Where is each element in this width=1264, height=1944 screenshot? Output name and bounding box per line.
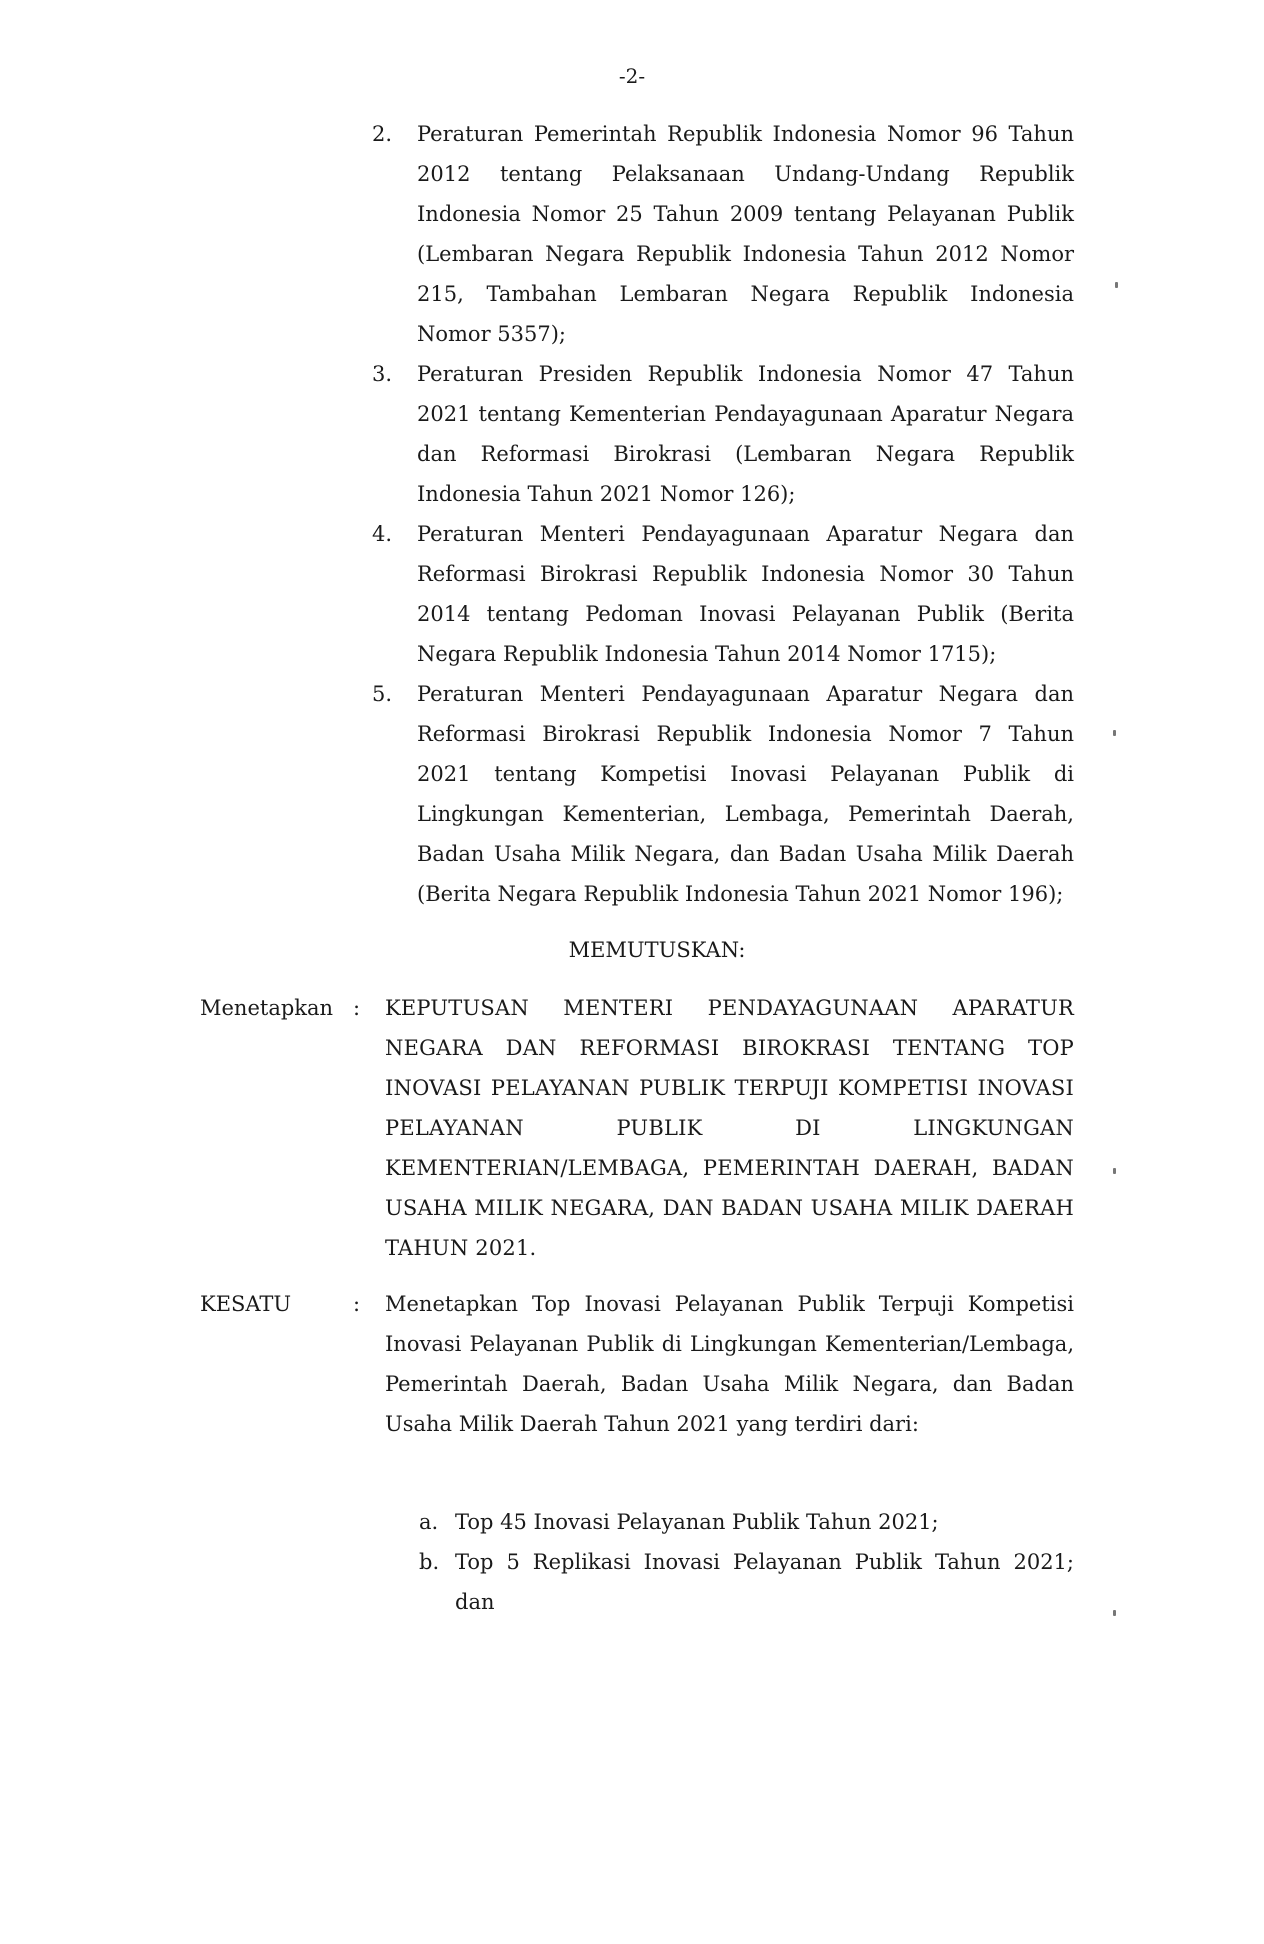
menetapkan-label: Menetapkan [200,996,334,1020]
list-item-number: 5. [372,682,393,706]
scan-speck [1113,1610,1116,1616]
legal-basis-list [372,114,1074,914]
list-item [372,114,1074,354]
sub-list-item-letter: b. [419,1550,440,1574]
list-item [372,354,1074,514]
list-item-number: 2. [372,122,393,146]
list-item-text: Peraturan Presiden Republik Indonesia Nomor 47 Tahun 2021 tentang Kementerian Pendayagunaan Aparatur Negara dan Reformasi Birokrasi (Lembaran Negara Republik Indonesia Tahun 2021 Nomor 126); [417,362,1074,506]
list-item [372,674,1074,914]
menetapkan-colon: : [353,996,361,1020]
list-item-text: Peraturan Menteri Pendayagunaan Aparatur Negara dan Reformasi Birokrasi Republik Indonesia Nomor 30 Tahun 2014 tentang Pedoman Inovasi Pelayanan Publik (Berita Negara Republik Indonesia Tahun 2014 Nomor 1715); [417,522,1074,666]
scan-speck [1115,282,1118,288]
list-item-number: 4. [372,522,393,546]
list-item [372,514,1074,674]
memutuskan-heading: MEMUTUSKAN: [568,938,746,962]
sub-list-item-text: Top 5 Replikasi Inovasi Pelayanan Publik Tahun 2021; dan [455,1550,1074,1614]
kesatu-text: Menetapkan Top Inovasi Pelayanan Publik Terpuji Kompetisi Inovasi Pelayanan Publik di Lingkungan Kementerian/Lembaga, Pemerintah Daerah, Badan Usaha Milik Negara, dan Badan Usaha Milik Daerah Tahun 2021 yang terdiri dari: [385,1292,1074,1436]
kesatu-label: KESATU [200,1292,292,1316]
scan-speck [1113,1168,1116,1174]
sub-list-item [419,1542,1074,1622]
list-item-text: Peraturan Menteri Pendayagunaan Aparatur Negara dan Reformasi Birokrasi Republik Indonesia Nomor 7 Tahun 2021 tentang Kompetisi Inovasi Pelayanan Publik di Lingkungan Kementerian, Lembaga, Pemerintah Daerah, Badan Usaha Milik Negara, dan Badan Usaha Milik Daerah (Berita Negara Republik Indonesia Tahun 2021 Nomor 196); [417,682,1074,906]
kesatu-colon: : [353,1292,361,1316]
page-number: -2- [618,64,646,88]
sub-list-item-letter: a. [419,1510,439,1534]
menetapkan-text: KEPUTUSAN MENTERI PENDAYAGUNAAN APARATUR NEGARA DAN REFORMASI BIROKRASI TENTANG TOP INOVASI PELAYANAN PUBLIK TERPUJI KOMPETISI INOVASI PELAYANAN PUBLIK DI LINGKUNGAN KEMENTERIAN/LEMBAGA, PEMERINTAH DAERAH, BADAN USAHA MILIK NEGARA, DAN BADAN USAHA MILIK DAERAH TAHUN 2021. [385,996,1074,1260]
kesatu-sub-list [419,1502,1074,1622]
sub-list-item-text: Top 45 Inovasi Pelayanan Publik Tahun 2021; [455,1510,939,1534]
sub-list-item [419,1502,1074,1542]
scan-speck [1113,730,1116,736]
list-item-text: Peraturan Pemerintah Republik Indonesia Nomor 96 Tahun 2012 tentang Pelaksanaan Undang-Undang Republik Indonesia Nomor 25 Tahun 2009 tentang Pelayanan Publik (Lembaran Negara Republik Indonesia Tahun 2012 Nomor 215, Tambahan Lembaran Negara Republik Indonesia Nomor 5357); [417,122,1074,346]
list-item-number: 3. [372,362,393,386]
